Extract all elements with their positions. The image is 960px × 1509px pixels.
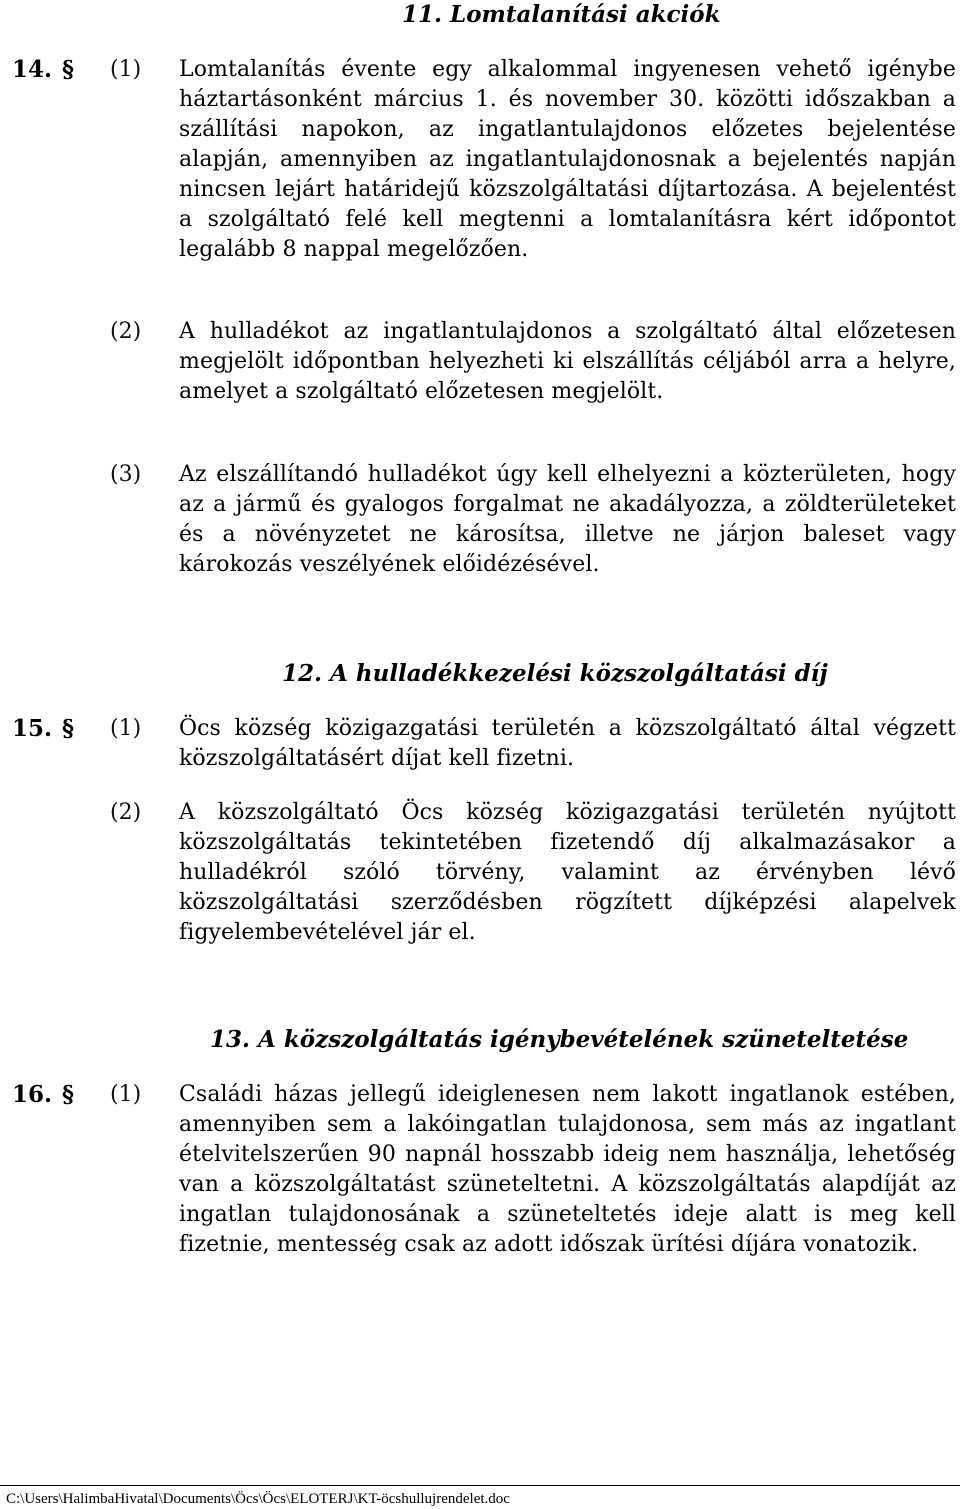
section-14-paragraph-3-text: Az elszállítandó hulladékot úgy kell elhelyezni a közterületen, hogy az a jármű és gyalogos forgalmat ne akadályozza, a zöldterületeket és a növényzetet ne károsítsa, illetve ne járjon baleset vagy károkozás veszélyének előidézésével.: [179, 462, 956, 577]
section-15-sign: §: [62, 715, 75, 742]
section-15-paragraph-1-text: Öcs község közigazgatási területén a közszolgáltató által végzett közszolgáltatásért díjat kell fizetni.: [179, 716, 956, 771]
footer-divider: [0, 1485, 960, 1486]
section-14-number: 14.: [12, 56, 53, 83]
section-16-paragraph-1-text: Családi házas jellegű ideiglenesen nem lakott ingatlanok estében, amennyiben sem a lakóingatlan tulajdonosa, sem más az ingatlant ételvitelszerűen 90 napnál hosszabb ideig nem használja, lehetőség van a közszolgáltatást szüneteltetni. A közszolgáltatás alapdíját az ingatlan tulajdonosának a szüneteltetés ideje alatt is meg kell fizetnie, mentesség csak az adott időszak ürítési díjára vonatozik.: [179, 1082, 956, 1257]
section-15-paragraph-1-number: (1): [110, 716, 142, 741]
section-14-paragraph-3-number: (3): [110, 462, 142, 487]
section-15-number: 15.: [12, 715, 53, 742]
section-14-paragraph-2-number: (2): [110, 319, 142, 344]
section-14-paragraph-1-number: (1): [110, 57, 142, 82]
chapter-12-title: 12. A hulladékkezelési közszolgáltatási díj: [282, 660, 828, 687]
section-16-paragraph-1-number: (1): [110, 1082, 142, 1107]
chapter-11-title: 11. Lomtalanítási akciók: [402, 1, 721, 28]
section-15-paragraph-2-text: A közszolgáltató Öcs község közigazgatási területén nyújtott közszolgáltatás tekintetében fizetendő díj alkalmazásakor a hulladékról szóló törvény, valamint az érvényben lévő közszolgáltatási szerződésben rögzített díjképzési alapelvek figyelembevételével jár el.: [179, 800, 956, 945]
section-15-paragraph-2-number: (2): [110, 800, 142, 825]
section-14-paragraph-2-text: A hulladékot az ingatlantulajdonos a szolgáltató által előzetesen megjelölt időpontban helyezheti ki elszállítás céljából arra a helyre, amelyet a szolgáltató előzetesen megjelölt.: [179, 319, 956, 404]
footer-file-path: C:\Users\HalimbaHivatal\Documents\Öcs\Öcs\ELOTERJ\KT-öcshullujrendelet.doc: [6, 1491, 510, 1507]
section-14-sign: §: [62, 56, 75, 83]
section-16-sign: §: [62, 1081, 75, 1108]
section-14-paragraph-1-text: Lomtalanítás évente egy alkalommal ingyenesen vehető igénybe háztartásonként március 1. és november 30. közötti időszakban a szállítási napokon, az ingatlantulajdonos előzetes bejelentése alapján, amennyiben az ingatlantulajdonosnak a bejelentés napján nincsen lejárt határidejű közszolgáltatási díjtartozása. A bejelentést a szolgáltató felé kell megtenni a lomtalanításra kért időpontot legalább 8 nappal megelőzően.: [179, 57, 956, 262]
chapter-13-title: 13. A közszolgáltatás igénybevételének szüneteltetése: [210, 1026, 909, 1053]
section-16-number: 16.: [12, 1081, 53, 1108]
